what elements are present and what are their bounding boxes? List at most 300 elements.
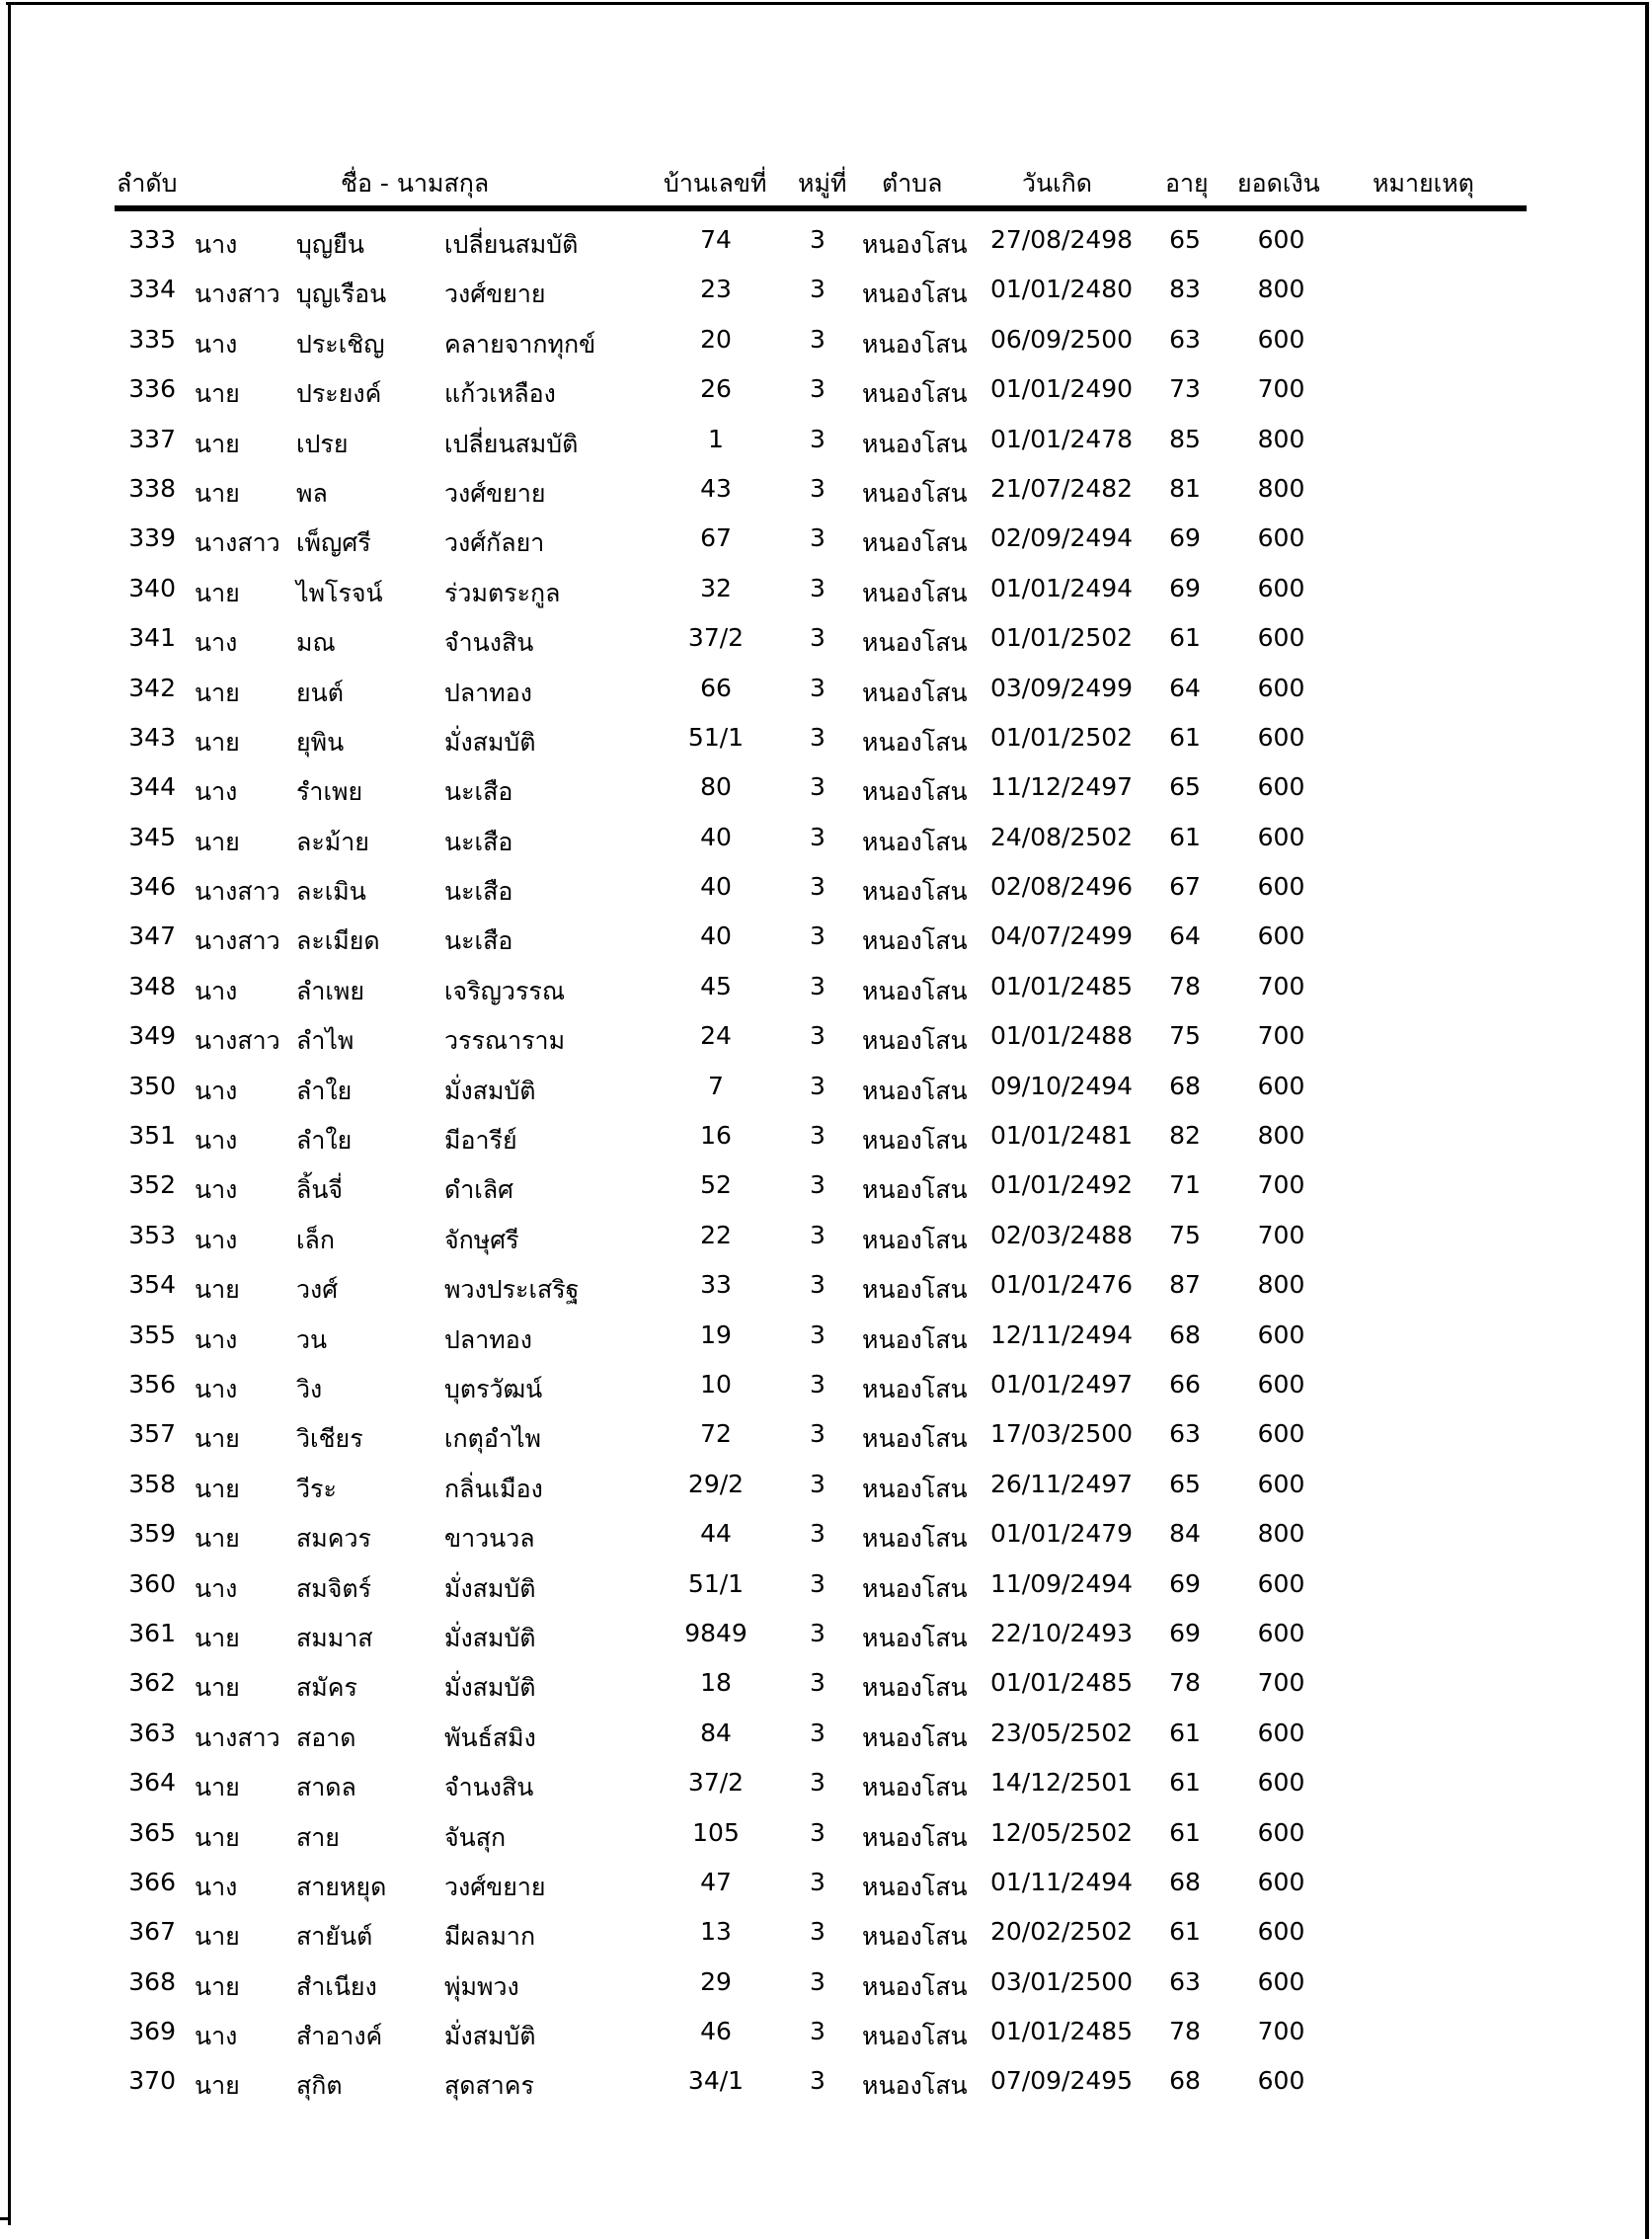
cell-tambon: หนองโสน [862, 1474, 968, 1503]
cell-title: นาง [195, 329, 238, 359]
cell-first-name: สำเนียง [296, 1971, 377, 2001]
cell-amount: 600 [1257, 1917, 1305, 1947]
cell-house-no: 23 [700, 275, 732, 304]
header-tambon: ตำบล [882, 169, 943, 198]
cell-dob: 01/01/2497 [990, 1369, 1134, 1399]
cell-title: นาย [195, 379, 240, 409]
cell-moo: 3 [810, 673, 826, 702]
cell-tambon: หนองโสน [862, 1673, 968, 1703]
cell-title: นาง [195, 1175, 238, 1205]
cell-dob: 01/11/2494 [990, 1867, 1134, 1896]
cell-age: 61 [1169, 822, 1201, 851]
cell-age: 61 [1169, 722, 1201, 752]
table-row [0, 1713, 1652, 1762]
cell-last-name: ขาวนวล [444, 1524, 535, 1554]
cell-last-name: กลิ่นเมือง [444, 1474, 543, 1503]
cell-moo: 3 [810, 2066, 826, 2096]
cell-title: นาย [195, 727, 240, 757]
cell-dob: 21/07/2482 [990, 473, 1134, 503]
cell-moo: 3 [810, 1170, 826, 1200]
cell-no: 354 [128, 1270, 176, 1300]
cell-title: นางสาว [195, 1026, 280, 1056]
table-row [0, 1961, 1652, 2011]
cell-no: 348 [128, 971, 176, 1000]
cell-no: 342 [128, 673, 176, 702]
cell-amount: 800 [1257, 473, 1305, 503]
cell-house-no: 47 [700, 1867, 732, 1896]
table-row [0, 766, 1652, 816]
cell-title: นาง [195, 1872, 238, 1901]
cell-first-name: ไพโรจน์ [296, 578, 383, 607]
cell-amount: 700 [1257, 1170, 1305, 1200]
cell-no: 368 [128, 1966, 176, 1996]
cell-dob: 24/08/2502 [990, 822, 1134, 851]
cell-amount: 800 [1257, 1121, 1305, 1151]
cell-dob: 01/01/2479 [990, 1519, 1134, 1549]
cell-first-name: สาดล [296, 1773, 356, 1802]
cell-tambon: หนองโสน [862, 1623, 968, 1652]
cell-house-no: 72 [700, 1419, 732, 1449]
cell-no: 359 [128, 1519, 176, 1549]
cell-dob: 01/01/2494 [990, 573, 1134, 602]
cell-tambon: หนองโสน [862, 329, 968, 359]
cell-tambon: หนองโสน [862, 379, 968, 409]
cell-moo: 3 [810, 1021, 826, 1051]
cell-tambon: หนองโสน [862, 429, 968, 458]
cell-last-name: วงศ์กัลยา [444, 528, 545, 558]
cell-age: 63 [1169, 324, 1201, 354]
cell-tambon: หนองโสน [862, 976, 968, 1005]
table-row [0, 1015, 1652, 1065]
cell-last-name: เปลี่ยนสมบัติ [444, 230, 579, 259]
table-row [0, 1115, 1652, 1164]
cell-first-name: วีระ [296, 1474, 337, 1503]
table-row [0, 219, 1652, 269]
header-name: ชื่อ - นามสกุล [341, 169, 490, 198]
cell-moo: 3 [810, 1668, 826, 1698]
cell-age: 66 [1169, 1369, 1201, 1399]
cell-no: 366 [128, 1867, 176, 1896]
cell-first-name: ยุพิน [296, 727, 345, 757]
cell-amount: 600 [1257, 1867, 1305, 1896]
cell-amount: 700 [1257, 971, 1305, 1000]
cell-first-name: ละม้าย [296, 827, 369, 856]
cell-first-name: ละเมิน [296, 877, 366, 907]
cell-moo: 3 [810, 822, 826, 851]
cell-moo: 3 [810, 1071, 826, 1100]
cell-last-name: วงศ์ขยาย [444, 478, 546, 508]
cell-age: 63 [1169, 1966, 1201, 1996]
cell-house-no: 66 [700, 673, 732, 702]
cell-moo: 3 [810, 722, 826, 752]
cell-dob: 01/01/2490 [990, 374, 1134, 404]
cell-last-name: นะเสือ [444, 827, 513, 856]
cell-tambon: หนองโสน [862, 478, 968, 508]
cell-last-name: เจริญวรรณ [444, 976, 566, 1005]
cell-last-name: นะเสือ [444, 877, 513, 907]
cell-amount: 600 [1257, 1469, 1305, 1498]
cell-no: 343 [128, 722, 176, 752]
table-row [0, 1215, 1652, 1264]
cell-moo: 3 [810, 1618, 826, 1647]
table-row [0, 668, 1652, 717]
cell-house-no: 32 [700, 573, 732, 602]
cell-first-name: ลำเพย [296, 976, 365, 1005]
cell-first-name: ลิ้นจี่ [296, 1175, 344, 1205]
cell-house-no: 40 [700, 822, 732, 851]
cell-house-no: 26 [700, 374, 732, 404]
cell-dob: 17/03/2500 [990, 1419, 1134, 1449]
cell-moo: 3 [810, 872, 826, 902]
cell-last-name: มั่งสมบัติ [444, 1623, 536, 1652]
cell-house-no: 19 [700, 1319, 732, 1349]
cell-amount: 700 [1257, 1668, 1305, 1698]
cell-tambon: หนองโสน [862, 1374, 968, 1403]
cell-age: 61 [1169, 1917, 1201, 1947]
page-corner-mark [0, 2217, 10, 2220]
cell-no: 353 [128, 1220, 176, 1249]
cell-dob: 26/11/2497 [990, 1469, 1134, 1498]
cell-first-name: ประเชิญ [296, 329, 385, 359]
cell-no: 352 [128, 1170, 176, 1200]
cell-no: 340 [128, 573, 176, 602]
cell-first-name: สุกิต [296, 2071, 343, 2101]
cell-last-name: วงศ์ขยาย [444, 280, 546, 309]
cell-last-name: นะเสือ [444, 777, 513, 807]
cell-last-name: พันธ์สมิง [444, 1722, 536, 1752]
cell-last-name: มีผลมาก [444, 1922, 536, 1952]
cell-age: 64 [1169, 921, 1201, 951]
cell-dob: 12/05/2502 [990, 1817, 1134, 1847]
cell-moo: 3 [810, 1270, 826, 1300]
cell-age: 64 [1169, 673, 1201, 702]
cell-dob: 01/01/2480 [990, 275, 1134, 304]
table-row [0, 368, 1652, 418]
cell-amount: 600 [1257, 2066, 1305, 2096]
cell-moo: 3 [810, 275, 826, 304]
cell-first-name: ยนต์ [296, 678, 344, 707]
cell-dob: 04/07/2499 [990, 921, 1134, 951]
table-row [0, 1812, 1652, 1862]
cell-amount: 600 [1257, 1718, 1305, 1747]
cell-moo: 3 [810, 1768, 826, 1798]
cell-last-name: จันสุก [444, 1822, 507, 1852]
table-row [0, 617, 1652, 667]
cell-age: 61 [1169, 623, 1201, 653]
cell-dob: 20/02/2502 [990, 1917, 1134, 1947]
table-row [0, 1364, 1652, 1413]
cell-no: 346 [128, 872, 176, 902]
cell-first-name: รำเพย [296, 777, 363, 807]
cell-first-name: สมจิตร์ [296, 1573, 372, 1603]
cell-title: นาย [195, 1971, 240, 2001]
cell-tambon: หนองโสน [862, 1922, 968, 1952]
cell-last-name: จำนงสิน [444, 628, 534, 658]
cell-house-no: 44 [700, 1519, 732, 1549]
cell-moo: 3 [810, 1917, 826, 1947]
cell-first-name: เปรย [296, 429, 349, 458]
cell-no: 361 [128, 1618, 176, 1647]
cell-house-no: 24 [700, 1021, 732, 1051]
cell-age: 69 [1169, 523, 1201, 553]
cell-age: 65 [1169, 225, 1201, 254]
cell-age: 81 [1169, 473, 1201, 503]
cell-amount: 600 [1257, 822, 1305, 851]
cell-moo: 3 [810, 1469, 826, 1498]
cell-no: 336 [128, 374, 176, 404]
cell-title: นางสาว [195, 877, 280, 907]
cell-first-name: สายหยุด [296, 1872, 387, 1901]
cell-age: 68 [1169, 1867, 1201, 1896]
cell-title: นาง [195, 1076, 238, 1105]
cell-no: 338 [128, 473, 176, 503]
cell-dob: 11/12/2497 [990, 772, 1134, 802]
cell-first-name: สำอางค์ [296, 2022, 383, 2051]
cell-tambon: หนองโสน [862, 1076, 968, 1105]
cell-title: นาย [195, 1673, 240, 1703]
cell-amount: 700 [1257, 2017, 1305, 2046]
cell-title: นาย [195, 1275, 240, 1305]
cell-title: นาย [195, 478, 240, 508]
table-row [0, 419, 1652, 468]
table-body [0, 219, 1652, 2111]
cell-last-name: ร่วมตระกูล [444, 578, 561, 607]
cell-no: 367 [128, 1917, 176, 1947]
cell-dob: 06/09/2500 [990, 324, 1134, 354]
cell-amount: 800 [1257, 275, 1305, 304]
table-row [0, 717, 1652, 766]
cell-age: 69 [1169, 1568, 1201, 1598]
cell-tambon: หนองโสน [862, 1822, 968, 1852]
cell-last-name: แก้วเหลือง [444, 379, 556, 409]
cell-title: นาย [195, 1424, 240, 1454]
cell-tambon: หนองโสน [862, 1872, 968, 1901]
cell-age: 87 [1169, 1270, 1201, 1300]
table-row [0, 319, 1652, 368]
cell-no: 350 [128, 1071, 176, 1100]
table-row [0, 916, 1652, 965]
cell-last-name: มั่งสมบัติ [444, 727, 536, 757]
cell-age: 83 [1169, 275, 1201, 304]
cell-house-no: 80 [700, 772, 732, 802]
cell-dob: 01/01/2502 [990, 623, 1134, 653]
cell-house-no: 46 [700, 2017, 732, 2046]
header-no: ลำดับ [117, 169, 178, 198]
cell-house-no: 33 [700, 1270, 732, 1300]
cell-last-name: วงศ์ขยาย [444, 1872, 546, 1901]
table-row [0, 468, 1652, 518]
cell-amount: 600 [1257, 872, 1305, 902]
cell-tambon: หนองโสน [862, 628, 968, 658]
cell-no: 334 [128, 275, 176, 304]
cell-house-no: 18 [700, 1668, 732, 1698]
cell-age: 85 [1169, 424, 1201, 453]
cell-last-name: พุ่มพวง [444, 1971, 519, 2001]
cell-moo: 3 [810, 374, 826, 404]
cell-dob: 14/12/2501 [990, 1768, 1134, 1798]
cell-tambon: หนองโสน [862, 1026, 968, 1056]
cell-amount: 600 [1257, 324, 1305, 354]
cell-last-name: คลายจากทุกข์ [444, 329, 596, 359]
cell-dob: 23/05/2502 [990, 1718, 1134, 1747]
table-row [0, 817, 1652, 866]
cell-title: นาย [195, 678, 240, 707]
cell-age: 71 [1169, 1170, 1201, 1200]
cell-amount: 600 [1257, 225, 1305, 254]
cell-tambon: หนองโสน [862, 777, 968, 807]
cell-first-name: เพ็ญศรี [296, 528, 371, 558]
cell-house-no: 45 [700, 971, 732, 1000]
cell-house-no: 29/2 [687, 1469, 745, 1498]
cell-amount: 600 [1257, 722, 1305, 752]
cell-title: นาย [195, 2071, 240, 2101]
cell-dob: 27/08/2498 [990, 225, 1134, 254]
cell-house-no: 16 [700, 1121, 732, 1151]
cell-house-no: 34/1 [687, 2066, 745, 2096]
table-row [0, 966, 1652, 1015]
table-row [0, 568, 1652, 617]
cell-tambon: หนองโสน [862, 1424, 968, 1454]
cell-tambon: หนองโสน [862, 578, 968, 607]
table-row [0, 1662, 1652, 1712]
cell-moo: 3 [810, 1369, 826, 1399]
cell-house-no: 51/1 [687, 722, 745, 752]
cell-moo: 3 [810, 473, 826, 503]
cell-house-no: 40 [700, 872, 732, 902]
cell-tambon: หนองโสน [862, 2071, 968, 2101]
cell-first-name: เล็ก [296, 1225, 336, 1254]
cell-tambon: หนองโสน [862, 1175, 968, 1205]
cell-amount: 600 [1257, 1319, 1305, 1349]
cell-tambon: หนองโสน [862, 827, 968, 856]
cell-house-no: 37/2 [687, 1768, 745, 1798]
table-row [0, 1315, 1652, 1364]
cell-title: นาย [195, 1822, 240, 1852]
cell-last-name: พวงประเสริฐ [444, 1275, 580, 1305]
cell-house-no: 20 [700, 324, 732, 354]
cell-tambon: หนองโสน [862, 1573, 968, 1603]
header-underline [115, 205, 1527, 211]
cell-dob: 07/09/2495 [990, 2066, 1134, 2096]
cell-dob: 01/01/2492 [990, 1170, 1134, 1200]
cell-dob: 01/01/2485 [990, 971, 1134, 1000]
cell-dob: 12/11/2494 [990, 1319, 1134, 1349]
cell-no: 363 [128, 1718, 176, 1747]
cell-tambon: หนองโสน [862, 280, 968, 309]
cell-amount: 600 [1257, 1568, 1305, 1598]
cell-amount: 700 [1257, 1021, 1305, 1051]
cell-title: นาง [195, 976, 238, 1005]
cell-no: 341 [128, 623, 176, 653]
cell-moo: 3 [810, 921, 826, 951]
cell-tambon: หนองโสน [862, 1971, 968, 2001]
cell-no: 365 [128, 1817, 176, 1847]
cell-first-name: ลำไพ [296, 1026, 354, 1056]
table-row [0, 2011, 1652, 2060]
header-moo: หมู่ที่ [798, 169, 847, 198]
cell-moo: 3 [810, 424, 826, 453]
cell-dob: 02/08/2496 [990, 872, 1134, 902]
table-row [0, 866, 1652, 916]
cell-title: นางสาว [195, 280, 280, 309]
cell-title: นาง [195, 1374, 238, 1403]
cell-house-no: 43 [700, 473, 732, 503]
table-row [0, 269, 1652, 318]
cell-age: 73 [1169, 374, 1201, 404]
cell-tambon: หนองโสน [862, 1773, 968, 1802]
cell-age: 63 [1169, 1419, 1201, 1449]
table-row [0, 1513, 1652, 1562]
cell-first-name: วิเชียร [296, 1424, 363, 1454]
cell-last-name: เปลี่ยนสมบัติ [444, 429, 579, 458]
header-dob: วันเกิด [1022, 169, 1093, 198]
cell-dob: 01/01/2488 [990, 1021, 1134, 1051]
cell-house-no: 74 [700, 225, 732, 254]
cell-house-no: 40 [700, 921, 732, 951]
header-age: อายุ [1165, 169, 1209, 198]
cell-no: 364 [128, 1768, 176, 1798]
cell-age: 84 [1169, 1519, 1201, 1549]
cell-amount: 600 [1257, 1369, 1305, 1399]
cell-house-no: 9849 [684, 1618, 747, 1647]
cell-house-no: 7 [708, 1071, 724, 1100]
cell-amount: 800 [1257, 1519, 1305, 1549]
cell-no: 356 [128, 1369, 176, 1399]
cell-house-no: 51/1 [687, 1568, 745, 1598]
cell-title: นาง [195, 1573, 238, 1603]
table-row [0, 1862, 1652, 1911]
table-row [0, 1563, 1652, 1613]
cell-age: 69 [1169, 1618, 1201, 1647]
cell-last-name: ปลาทอง [444, 678, 532, 707]
cell-house-no: 22 [700, 1220, 732, 1249]
cell-first-name: บุญเรือน [296, 280, 387, 309]
cell-moo: 3 [810, 1220, 826, 1249]
cell-title: นาย [195, 1524, 240, 1554]
table-row [0, 1613, 1652, 1662]
cell-first-name: สมัคร [296, 1673, 357, 1703]
cell-title: นาง [195, 230, 238, 259]
cell-amount: 600 [1257, 1966, 1305, 1996]
cell-house-no: 52 [700, 1170, 732, 1200]
cell-dob: 02/09/2494 [990, 523, 1134, 553]
cell-first-name: ลำใย [296, 1126, 353, 1156]
cell-amount: 600 [1257, 1071, 1305, 1100]
cell-house-no: 1 [708, 424, 724, 453]
cell-first-name: ละเมียด [296, 926, 380, 956]
cell-first-name: วิง [296, 1374, 323, 1403]
cell-age: 75 [1169, 1220, 1201, 1249]
cell-moo: 3 [810, 573, 826, 602]
cell-tambon: หนองโสน [862, 1524, 968, 1554]
cell-no: 345 [128, 822, 176, 851]
cell-house-no: 37/2 [687, 623, 745, 653]
cell-no: 357 [128, 1419, 176, 1449]
cell-first-name: ประยงค์ [296, 379, 382, 409]
cell-title: นาง [195, 628, 238, 658]
cell-last-name: มั่งสมบัติ [444, 1673, 536, 1703]
cell-age: 78 [1169, 971, 1201, 1000]
cell-moo: 3 [810, 1718, 826, 1747]
cell-age: 68 [1169, 1319, 1201, 1349]
cell-first-name: พล [296, 478, 328, 508]
cell-no: 337 [128, 424, 176, 453]
cell-amount: 700 [1257, 374, 1305, 404]
cell-moo: 3 [810, 324, 826, 354]
cell-title: นางสาว [195, 926, 280, 956]
cell-no: 333 [128, 225, 176, 254]
cell-no: 358 [128, 1469, 176, 1498]
